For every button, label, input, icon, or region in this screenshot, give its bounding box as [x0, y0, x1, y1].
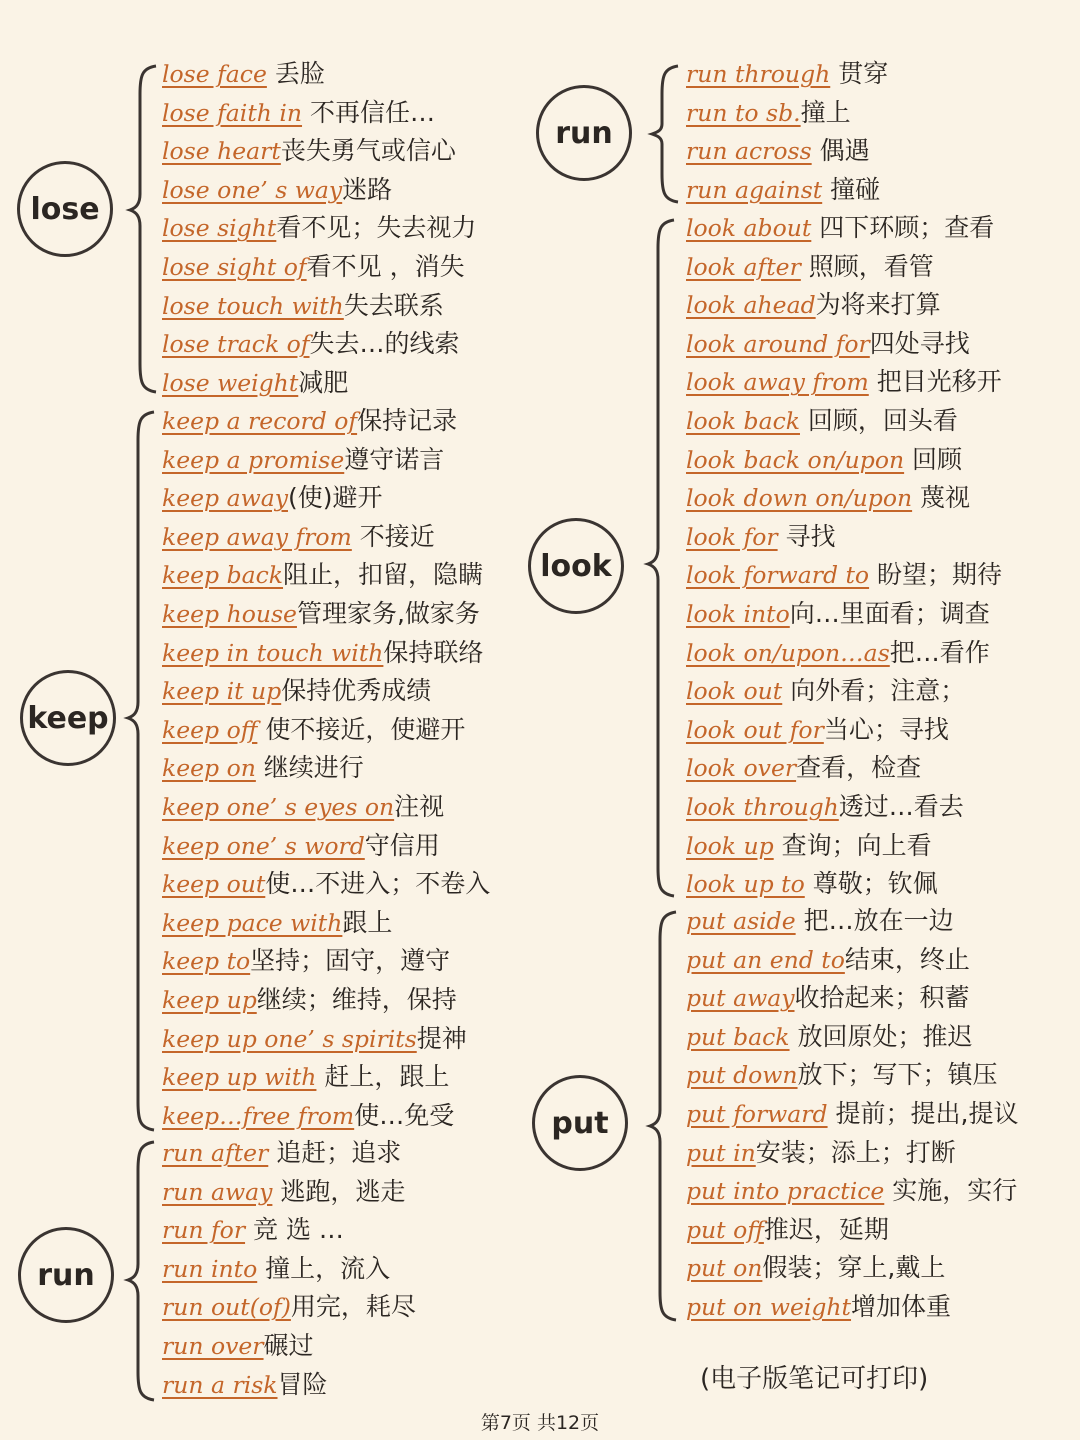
phrase-en: run through	[686, 60, 831, 88]
phrase-en: put aside	[686, 907, 796, 935]
phrase-en: lose track of	[162, 330, 310, 359]
phrase-en: look around for	[686, 329, 870, 358]
entry-keep-16	[162, 981, 490, 1020]
phrase-en: keep one’ s word	[162, 831, 365, 860]
entry-run-top-2	[686, 94, 888, 133]
phrase-zh: 查看，检查	[796, 753, 922, 783]
keyword-run: run	[555, 115, 613, 151]
phrase-en: look up to	[686, 870, 805, 899]
phrase-en: keep away from	[162, 522, 352, 551]
entry-look-15	[686, 749, 1002, 788]
entry-keep-18	[162, 1058, 490, 1097]
phrase-zh: 管理家务,做家务	[296, 598, 480, 628]
phrase-zh: 竞 选 …	[245, 1215, 344, 1245]
phrase-zh: 逃跑，逃走	[272, 1176, 406, 1206]
entry-keep-7	[162, 634, 490, 673]
entry-keep-15	[162, 942, 490, 981]
phrase-zh: 收拾起来；积蓄	[794, 983, 970, 1013]
phrase-en: look away from	[686, 368, 869, 397]
entry-keep-2	[162, 441, 490, 480]
phrase-zh: 遵守诺言	[344, 444, 445, 474]
phrase-zh: 安装；添上；打断	[755, 1137, 956, 1167]
phrase-zh: 追赶；追求	[268, 1138, 402, 1167]
entry-keep-10	[162, 749, 490, 788]
entry-look-8	[686, 479, 1002, 518]
entry-lose-8	[162, 325, 476, 364]
keyword-circle-keep	[20, 670, 116, 766]
entry-put-6	[686, 1095, 1018, 1134]
entry-lose-5	[162, 209, 476, 248]
entry-look-13	[686, 672, 1002, 711]
entry-look-3	[686, 286, 1002, 325]
entry-look-5	[686, 363, 1002, 402]
entry-run-top-3	[686, 132, 888, 171]
phrase-zh: 减肥	[298, 367, 349, 397]
phrase-en: run to sb.	[686, 98, 801, 127]
phrase-en: keep off	[162, 715, 258, 744]
phrase-zh: 迷路	[342, 174, 393, 204]
phrase-en: look after	[686, 252, 801, 281]
keyword-keep: keep	[27, 700, 109, 736]
phrase-zh: 把目光移开	[868, 367, 1002, 397]
entry-look-9	[686, 518, 1002, 557]
phrase-en: keep in touch with	[162, 638, 384, 667]
phrase-zh: 查询；向上看	[773, 830, 932, 860]
phrase-zh: 当心；寻找	[823, 714, 949, 744]
phrase-en: lose sight	[162, 214, 277, 243]
phrase-en: look forward to	[686, 561, 870, 590]
phrase-en: run away	[162, 1177, 273, 1206]
phrase-en: look out for	[686, 715, 824, 744]
phrase-en: keep a record of	[162, 407, 358, 435]
phrase-en: look on/upon…as	[686, 638, 890, 667]
phrase-en: put into practice	[686, 1177, 885, 1206]
phrase-en: lose sight of	[162, 252, 307, 281]
phrase-en: keep a promise	[162, 445, 345, 474]
entry-put-9	[686, 1211, 1018, 1250]
phrase-en: lose faith in	[162, 98, 303, 127]
keyword-circle-run-top	[536, 85, 632, 181]
entry-look-18	[686, 865, 1002, 904]
phrase-zh: 失去…的线索	[309, 329, 460, 359]
entry-lose-2	[162, 94, 476, 133]
entry-keep-12	[162, 827, 490, 866]
phrase-zh: 使…不进入；不卷入	[265, 869, 491, 899]
phrase-en: keep out	[162, 870, 266, 899]
phrase-zh: 盼望；期待	[869, 560, 1003, 590]
brace-run-top	[650, 64, 690, 204]
phrase-zh: 使…免受	[354, 1100, 455, 1130]
phrase-en: keep house	[162, 599, 297, 628]
phrase-en: look for	[686, 522, 778, 551]
phrase-en: put on	[686, 1254, 763, 1283]
keyword-put: put	[551, 1105, 609, 1141]
phrase-zh: 实施，实行	[884, 1176, 1018, 1206]
phrase-zh: 用完，耗尽	[290, 1292, 416, 1322]
phrase-en: look out	[686, 677, 783, 706]
entry-put-8	[686, 1172, 1018, 1211]
printable-note: (电子版笔记可打印)	[700, 1364, 929, 1394]
entry-run-top-1	[686, 55, 888, 94]
phrase-zh: 跟上	[342, 907, 393, 937]
phrase-zh: 向…里面看；调查	[789, 598, 990, 628]
phrase-en: look about	[686, 214, 812, 242]
phrase-zh: 推迟，延期	[763, 1214, 889, 1244]
phrase-zh: 丢脸	[266, 59, 325, 88]
entry-look-16	[686, 788, 1002, 827]
entry-run-7	[162, 1366, 416, 1405]
entry-put-1	[686, 902, 1018, 941]
phrase-zh: 继续；维持，保持	[256, 984, 457, 1014]
phrase-zh: 回顾	[904, 444, 963, 474]
entry-look-1	[686, 209, 1002, 248]
phrase-zh: 回顾，回头看	[799, 405, 958, 435]
phrase-en: keep…free from	[162, 1101, 355, 1130]
entry-keep-13	[162, 865, 490, 904]
phrase-zh: 增加体重	[851, 1291, 952, 1321]
phrase-zh: 阻止，扣留，隐瞒	[283, 560, 484, 590]
entry-lose-9	[162, 364, 476, 403]
page-number: 第7页 共12页	[480, 1412, 600, 1434]
entry-run-5	[162, 1288, 416, 1327]
phrase-en: keep to	[162, 947, 251, 976]
phrase-zh: 保持记录	[357, 406, 458, 435]
phrase-en: put back	[686, 1022, 790, 1051]
brace-keep	[126, 410, 166, 1132]
entry-keep-5	[162, 556, 490, 595]
phrase-zh: 不接近	[351, 521, 435, 551]
phrase-en: run across	[686, 137, 812, 166]
group-run-top	[686, 55, 888, 209]
entry-put-2	[686, 941, 1018, 980]
phrase-en: look back	[686, 406, 800, 435]
phrase-zh: 保持优秀成绩	[281, 676, 432, 706]
phrase-zh: 注视	[394, 791, 445, 821]
phrase-en: keep pace with	[162, 908, 343, 937]
keyword-run: run	[37, 1257, 95, 1293]
phrase-zh: 撞上	[800, 97, 851, 127]
phrase-en: look back on/upon	[686, 445, 905, 474]
phrase-en: put in	[686, 1138, 756, 1167]
phrase-zh: 失去联系	[343, 290, 444, 320]
brace-run-bottom	[126, 1140, 166, 1402]
entry-run-3	[162, 1211, 416, 1250]
phrase-en: put off	[686, 1215, 764, 1244]
entry-put-5	[686, 1056, 1018, 1095]
phrase-en: run for	[162, 1216, 246, 1245]
entry-keep-11	[162, 788, 490, 827]
phrase-en: run over	[162, 1331, 264, 1360]
phrase-zh: 尊敬；钦佩	[804, 869, 938, 899]
entry-keep-9	[162, 711, 490, 750]
phrase-zh: 把…看作	[889, 637, 990, 667]
phrase-zh: 保持联络	[383, 637, 484, 667]
phrase-zh: 使不接近，使避开	[257, 714, 466, 744]
phrase-zh: (使)避开	[287, 483, 383, 513]
entry-run-2	[162, 1173, 416, 1212]
phrase-zh: 四下环顾；查看	[811, 213, 995, 242]
phrase-en: keep away	[162, 484, 288, 513]
phrase-zh: 撞上，流入	[257, 1253, 391, 1283]
entry-look-17	[686, 827, 1002, 866]
entry-look-2	[686, 248, 1002, 287]
entry-put-4	[686, 1018, 1018, 1057]
phrase-zh: 向外看；注意；	[782, 676, 966, 706]
phrase-zh: 坚持；固守，遵守	[250, 946, 451, 976]
entry-look-4	[686, 325, 1002, 364]
phrase-zh: 提神	[416, 1023, 467, 1053]
phrase-en: lose touch with	[162, 291, 344, 320]
phrase-zh: 结束，终止	[844, 944, 970, 974]
phrase-en: lose face	[162, 60, 267, 88]
entry-look-12	[686, 634, 1002, 673]
phrase-zh: 放回原处；推迟	[789, 1021, 973, 1051]
phrase-en: run after	[162, 1139, 269, 1167]
phrase-en: keep up one’ s spirits	[162, 1024, 417, 1053]
entry-lose-6	[162, 248, 476, 287]
phrase-en: put down	[686, 1061, 798, 1090]
phrase-zh: 不再信任…	[302, 97, 435, 127]
entry-look-7	[686, 441, 1002, 480]
phrase-zh: 蔑视	[912, 483, 971, 513]
entry-put-7	[686, 1134, 1018, 1173]
phrase-zh: 假装；穿上,戴上	[762, 1253, 946, 1283]
phrase-zh: 撞碰	[822, 174, 881, 204]
phrase-zh: 赶上，跟上	[316, 1062, 450, 1092]
phrase-zh: 透过…看去	[838, 791, 964, 821]
phrase-en: keep it up	[162, 677, 282, 706]
entry-keep-8	[162, 672, 490, 711]
phrase-zh: 寻找	[777, 521, 836, 551]
phrase-zh: 放下；写下；镇压	[797, 1060, 998, 1090]
entry-lose-7	[162, 287, 476, 326]
entry-look-6	[686, 402, 1002, 441]
entry-lose-3	[162, 132, 476, 171]
phrase-zh: 偶遇	[811, 136, 870, 166]
keyword-circle-lose	[17, 161, 113, 257]
entry-look-11	[686, 595, 1002, 634]
entry-keep-6	[162, 595, 490, 634]
entry-keep-19	[162, 1097, 490, 1136]
entry-run-top-4	[686, 171, 888, 210]
entry-put-3	[686, 979, 1018, 1018]
keyword-circle-run-bottom	[18, 1227, 114, 1323]
phrase-en: run against	[686, 175, 823, 204]
phrase-zh: 四处寻找	[869, 328, 970, 358]
brace-put	[648, 910, 688, 1322]
phrase-zh: 看不见 ，消失	[306, 251, 465, 281]
phrase-en: put forward	[686, 1099, 828, 1128]
phrase-zh: 照顾，看管	[800, 251, 934, 281]
entry-run-1	[162, 1134, 416, 1173]
entry-run-6	[162, 1327, 416, 1366]
phrase-zh: 冒险	[277, 1369, 328, 1399]
entry-keep-4	[162, 518, 490, 557]
entry-look-14	[686, 711, 1002, 750]
entry-look-10	[686, 556, 1002, 595]
phrase-en: look over	[686, 754, 797, 783]
phrase-zh: 丧失勇气或信心	[280, 136, 456, 166]
entry-keep-14	[162, 904, 490, 943]
group-lose	[162, 55, 476, 402]
phrase-en: look up	[686, 831, 774, 860]
entry-put-10	[686, 1249, 1018, 1288]
entry-keep-1	[162, 402, 490, 441]
keyword-lose: lose	[30, 191, 100, 227]
phrase-en: look down on/upon	[686, 484, 913, 513]
phrase-zh: 守信用	[364, 830, 440, 860]
phrase-zh: 贯穿	[830, 59, 889, 88]
group-keep	[162, 402, 490, 1135]
entry-lose-4	[162, 171, 476, 210]
phrase-zh: 把…放在一边	[795, 906, 954, 935]
keyword-look: look	[540, 548, 612, 584]
group-run-bottom	[162, 1134, 416, 1404]
group-put	[686, 902, 1018, 1327]
keyword-circle-look	[528, 518, 624, 614]
entry-keep-17	[162, 1020, 490, 1059]
phrase-en: run into	[162, 1254, 258, 1283]
phrase-en: put an end to	[686, 945, 845, 974]
phrase-zh: 碾过	[263, 1330, 314, 1360]
phrase-en: lose weight	[162, 368, 299, 397]
phrase-en: put on weight	[686, 1292, 852, 1321]
phrase-en: run a risk	[162, 1370, 278, 1399]
phrase-en: look through	[686, 792, 839, 821]
group-look	[686, 209, 1002, 904]
phrase-en: keep one’ s eyes on	[162, 792, 395, 821]
phrase-en: look into	[686, 599, 790, 628]
phrase-en: keep up with	[162, 1063, 317, 1092]
phrase-zh: 继续进行	[255, 753, 364, 783]
phrase-zh: 为将来打算	[815, 290, 941, 320]
phrase-en: keep on	[162, 754, 256, 783]
phrase-en: keep up	[162, 985, 257, 1014]
entry-keep-3	[162, 479, 490, 518]
phrase-zh: 看不见；失去视力	[276, 213, 477, 243]
keyword-circle-put	[532, 1075, 628, 1171]
phrase-en: lose one’ s way	[162, 175, 343, 204]
entry-put-11	[686, 1288, 1018, 1327]
phrase-en: run out(of)	[162, 1293, 291, 1322]
phrase-en: look ahead	[686, 291, 816, 320]
brace-look	[646, 218, 686, 898]
phrase-zh: 提前；提出,提议	[827, 1098, 1019, 1128]
phrase-en: lose heart	[162, 137, 281, 166]
phrase-en: put away	[686, 984, 795, 1013]
entry-lose-1	[162, 55, 476, 94]
phrase-en: keep back	[162, 561, 284, 590]
entry-run-4	[162, 1250, 416, 1289]
